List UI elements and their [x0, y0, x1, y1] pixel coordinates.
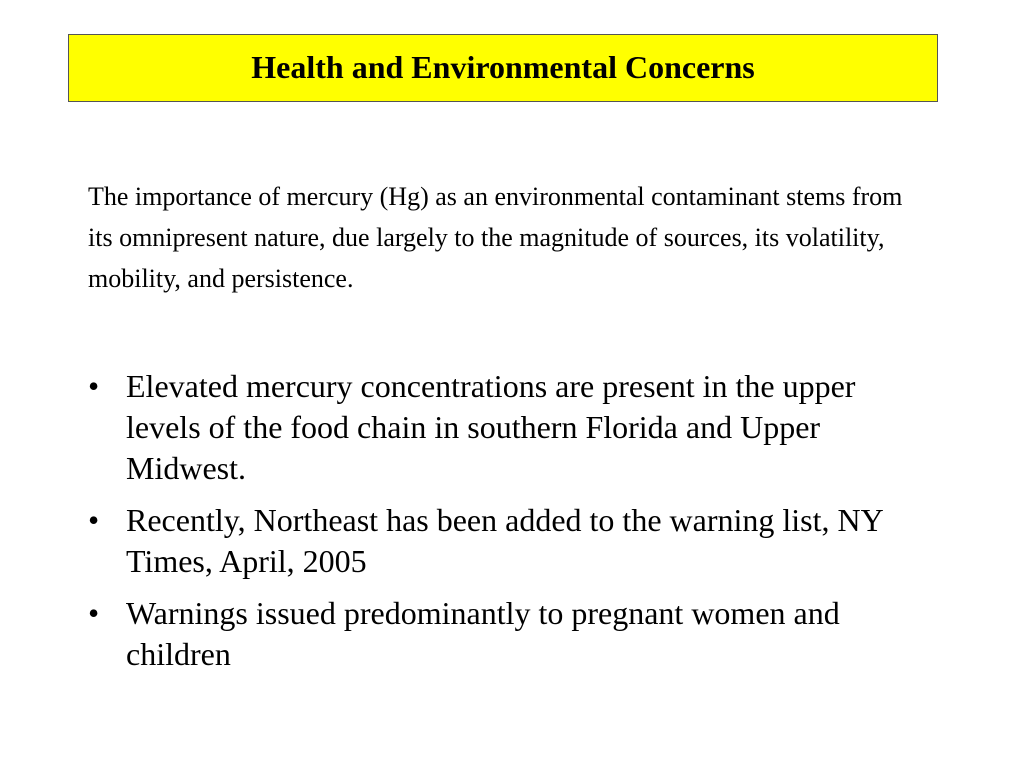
- bullet-item: [88, 366, 888, 489]
- bullet-item: [88, 593, 888, 675]
- title-banner: [68, 34, 938, 102]
- bullet-icon: •: [88, 595, 100, 631]
- intro-paragraph: The importance of mercury (Hg) as an environmental contaminant stems from its omnipresent nature, due largely to the magnitude of sources, its volatility, mobility, and persistence.: [88, 182, 903, 293]
- bullet-icon: •: [88, 368, 100, 404]
- bullet-text: Elevated mercury concentrations are present in the upper levels of the food chain in southern Florida and Upper Midwest.: [126, 368, 856, 486]
- bullet-text: Warnings issued predominantly to pregnant women and children: [126, 595, 840, 672]
- bullet-text: Recently, Northeast has been added to the warning list, NY Times, April, 2005: [126, 502, 883, 579]
- slide-title: Health and Environmental Concerns: [251, 49, 755, 85]
- bullet-item: [88, 500, 888, 582]
- bullet-icon: •: [88, 502, 100, 538]
- bullet-list: [88, 366, 888, 686]
